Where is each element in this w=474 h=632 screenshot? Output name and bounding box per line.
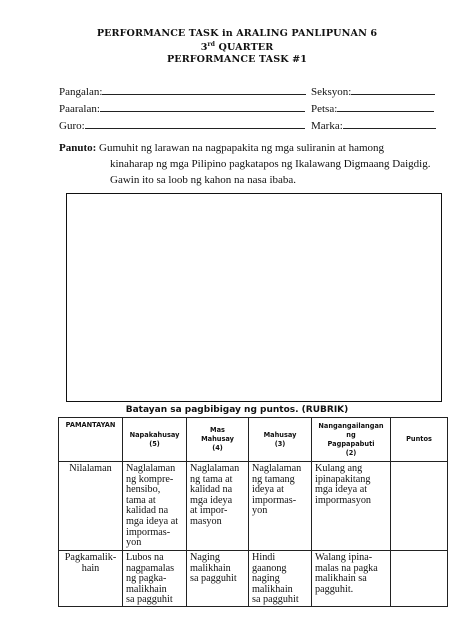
seksyon-label: Seksyon:	[311, 86, 352, 98]
seksyon-field[interactable]	[311, 85, 435, 98]
petsa-field[interactable]	[311, 102, 434, 115]
header-mas-mahusay: Mas Mahusay (4)	[187, 418, 249, 462]
rubric-cell: Naglalaman ng tama at kalidad na mga ideya at impor- masyon	[187, 462, 249, 551]
instructions-text-1: Gumuhit ng larawan na nagpapakita ng mga suliranin at hamong	[99, 142, 385, 154]
guro-field[interactable]	[59, 119, 305, 132]
rubric-cell: Kulang ang ipinapakitang mga ideya at impormasyon	[312, 462, 391, 551]
rubric-title: Batayan sa pagbibigay ng puntos. (RUBRIK)	[125, 405, 349, 415]
rubric-row-pagkamalikhain	[59, 551, 448, 607]
marka-label: Marka:	[311, 120, 343, 132]
seksyon-line[interactable]	[351, 85, 435, 95]
marka-field[interactable]	[311, 119, 436, 132]
rubric-header-row	[59, 418, 448, 462]
header-quarter	[0, 41, 474, 53]
puntos-cell-pagkamalikhain[interactable]	[391, 551, 448, 607]
header-napakahusay: Napakahusay (5)	[123, 418, 187, 462]
petsa-line[interactable]	[337, 102, 434, 112]
pangalan-label: Pangalan:	[59, 86, 103, 98]
header-mahusay: Mahusay (3)	[249, 418, 312, 462]
rubric-cell: Naglalaman ng tamang ideya at impormas- yon	[249, 462, 312, 551]
header-task: PERFORMANCE TASK #1	[166, 54, 308, 65]
guro-label: Guro:	[59, 120, 85, 132]
petsa-label: Petsa:	[311, 103, 338, 115]
rubric-cell: Hindi gaanong naging malikhain sa pagguhit	[249, 551, 312, 607]
quarter-word: QUARTER	[215, 42, 274, 54]
pangalan-line[interactable]	[102, 85, 306, 95]
instructions-label: Panuto:	[59, 142, 97, 154]
rubric-cell: Lubos na nagpamalas ng pagka- malikhain sa pagguhit	[123, 551, 187, 607]
instructions-line-1	[59, 140, 441, 156]
criterion-nilalaman: Nilalaman	[59, 462, 123, 551]
rubric-table	[58, 417, 448, 607]
quarter-ordinal: rd	[207, 41, 216, 48]
puntos-cell-nilalaman[interactable]	[391, 462, 448, 551]
rubric-row-nilalaman	[59, 462, 448, 551]
instructions	[59, 140, 441, 188]
header-nangangailangan: Nangangailangan ng Pagpapabuti (2)	[312, 418, 391, 462]
pangalan-field[interactable]	[59, 85, 306, 98]
guro-line[interactable]	[85, 119, 305, 129]
marka-line[interactable]	[343, 119, 436, 129]
instructions-text-3: Gawin ito sa loob ng kahon na nasa ibaba.	[110, 174, 297, 186]
header-pamantayan: PAMANTAYAN	[59, 418, 123, 462]
rubric-cell: Naging malikhain sa pagguhit	[187, 551, 249, 607]
quarter-number: 3	[200, 42, 208, 54]
header-title: PERFORMANCE TASK in ARALING PANLIPUNAN 6	[96, 28, 378, 39]
instructions-text-2: kinaharap ng mga Pilipino pagkatapos ng Ikalawang Digmaang Daigdig.	[110, 158, 431, 170]
criterion-pagkamalikhain: Pagkamalik- hain	[59, 551, 123, 607]
paaralan-label: Paaralan:	[59, 103, 100, 115]
paaralan-line[interactable]	[100, 102, 305, 112]
paaralan-field[interactable]	[59, 102, 305, 115]
drawing-box[interactable]	[66, 193, 442, 402]
header-puntos: Puntos	[391, 418, 448, 462]
rubric-cell: Naglalaman ng kompre- hensibo, tama at kalidad na mga ideya at impormas- yon	[123, 462, 187, 551]
rubric-cell: Walang ipina- malas na pagka malikhain sa pagguhit.	[312, 551, 391, 607]
